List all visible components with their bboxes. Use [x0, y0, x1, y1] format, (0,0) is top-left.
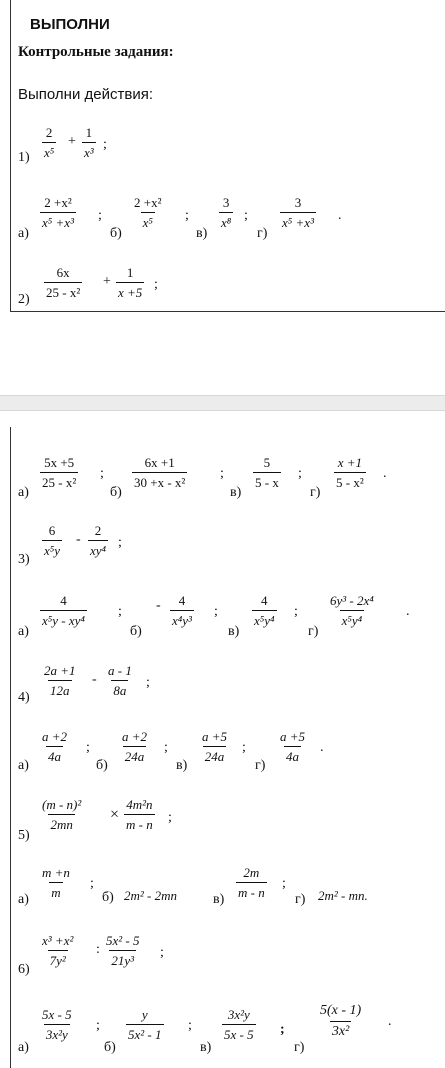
option-v: в)	[213, 892, 225, 907]
fraction: $\frac{\text{2 +x²}}{\text{x⁵}}$	[134, 195, 162, 230]
fraction: $\frac{\text{2 +x²}}{\text{x⁵ +x³}}$	[42, 195, 74, 230]
fraction: $\frac{4}{\text{x⁵y⁴}}$	[254, 593, 275, 628]
option-a: а)	[18, 1040, 29, 1055]
option-v: в)	[230, 485, 242, 500]
fraction: $\frac{2m}{m - n}$	[238, 865, 265, 900]
option-v: в)	[228, 624, 240, 639]
fraction: $\frac{5(x - 1)}{\text{3x²}}$	[320, 1003, 362, 1039]
option-b: б)	[130, 624, 142, 639]
fraction: $\frac{5}{5 - x}$	[255, 455, 279, 490]
fraction: $\frac{\text{5x² - 5}}{\text{21y³}}$	[106, 933, 140, 968]
option-b: б)	[110, 226, 122, 241]
fraction: $\frac{m +n}{m}$	[42, 865, 70, 900]
fraction: $\frac{x +1}{\text{5 - x²}}$	[336, 455, 364, 490]
option-g: г)	[255, 758, 266, 773]
plus-sign: +	[68, 134, 76, 149]
fraction: $\frac{\text{3x²y}}{5x - 5}$	[224, 1007, 254, 1042]
fraction: $\frac{1}{x +5}$	[118, 265, 143, 300]
option-g: г)	[295, 892, 306, 907]
task-number-1: 1)	[18, 150, 30, 165]
fraction: $\frac{a +2}{4a}$	[42, 729, 68, 764]
fraction: $\frac{3}{\text{x⁵ +x³}}$	[282, 195, 314, 230]
option-a: а)	[18, 485, 29, 500]
answer-expression: 2m² - mn.	[318, 888, 368, 903]
times-sign: ×	[110, 806, 120, 823]
fraction: $\frac{a +5}{24a}$	[202, 729, 228, 764]
fraction: $\frac{2a +1}{12a}$	[44, 663, 76, 698]
section-heading: Контрольные задания:	[18, 44, 174, 60]
option-a: а)	[18, 624, 29, 639]
fraction: $\frac{6x +1}{\text{30 +x - x²}}$	[134, 455, 186, 490]
fraction: $\frac{4}{\text{x⁵y - xy⁴}}$	[42, 593, 85, 628]
option-b: б)	[110, 485, 122, 500]
fraction: $\frac{5x +5}{\text{25 - x²}}$	[42, 455, 77, 490]
task-number-4: 4)	[18, 690, 30, 705]
instruction-text: Выполни действия:	[18, 86, 153, 103]
option-v: в)	[196, 226, 208, 241]
option-b: б)	[102, 890, 114, 905]
fraction: $\frac{y}{\text{5x² - 1}}$	[128, 1007, 162, 1042]
fraction: $\frac{\text{4m²n}}{m - n}$	[126, 797, 153, 832]
page-title: ВЫПОЛНИ	[30, 16, 110, 33]
option-b: б)	[96, 758, 108, 773]
answer-expression: 2m² - 2mn	[124, 888, 178, 903]
fraction: $\frac{2}{\text{x⁵}}$	[44, 125, 55, 160]
option-g: г)	[294, 1040, 305, 1055]
fraction: $\frac{\text{6y³ - 2x⁴}}{\text{x⁵y⁴}}$	[330, 593, 374, 628]
page-gap	[0, 395, 445, 411]
fraction: $\frac{6x}{\text{25 - x²}}$	[46, 265, 81, 300]
fraction: $\frac{1}{\text{x³}}$	[84, 125, 94, 160]
fraction: $\frac{4}{\text{x⁴y³}}$	[172, 593, 192, 628]
task-number-3: 3)	[18, 552, 30, 567]
option-g: г)	[308, 624, 319, 639]
option-v: в)	[176, 758, 188, 773]
fraction: $\frac{6}{\text{x⁵y}}$	[44, 523, 61, 558]
option-a: а)	[18, 758, 29, 773]
fraction: $\frac{5x - 5}{\text{3x²y}}$	[42, 1007, 72, 1042]
fraction: $\frac{a +2}{24a}$	[122, 729, 148, 764]
task-number-6: 6)	[18, 962, 30, 977]
option-b: б)	[104, 1040, 116, 1055]
task-number-5: 5)	[18, 828, 30, 843]
fraction: $\frac{2}{\text{xy⁴}}$	[90, 523, 107, 558]
option-a: а)	[18, 226, 29, 241]
option-v: в)	[200, 1040, 212, 1055]
fraction: $\frac{\text{(m - n)²}}{2mn}$	[42, 797, 82, 832]
option-g: г)	[310, 485, 321, 500]
option-g: г)	[257, 226, 268, 241]
fraction: $\frac{a +5}{4a}$	[280, 729, 306, 764]
option-a: а)	[18, 892, 29, 907]
fraction: $\frac{\text{x³ +x²}}{\text{7y²}}$	[42, 933, 74, 968]
fraction: $\frac{a - 1}{8a}$	[108, 663, 132, 698]
fraction: $\frac{3}{\text{x⁸}}$	[221, 195, 232, 230]
task-number-2: 2)	[18, 292, 30, 307]
